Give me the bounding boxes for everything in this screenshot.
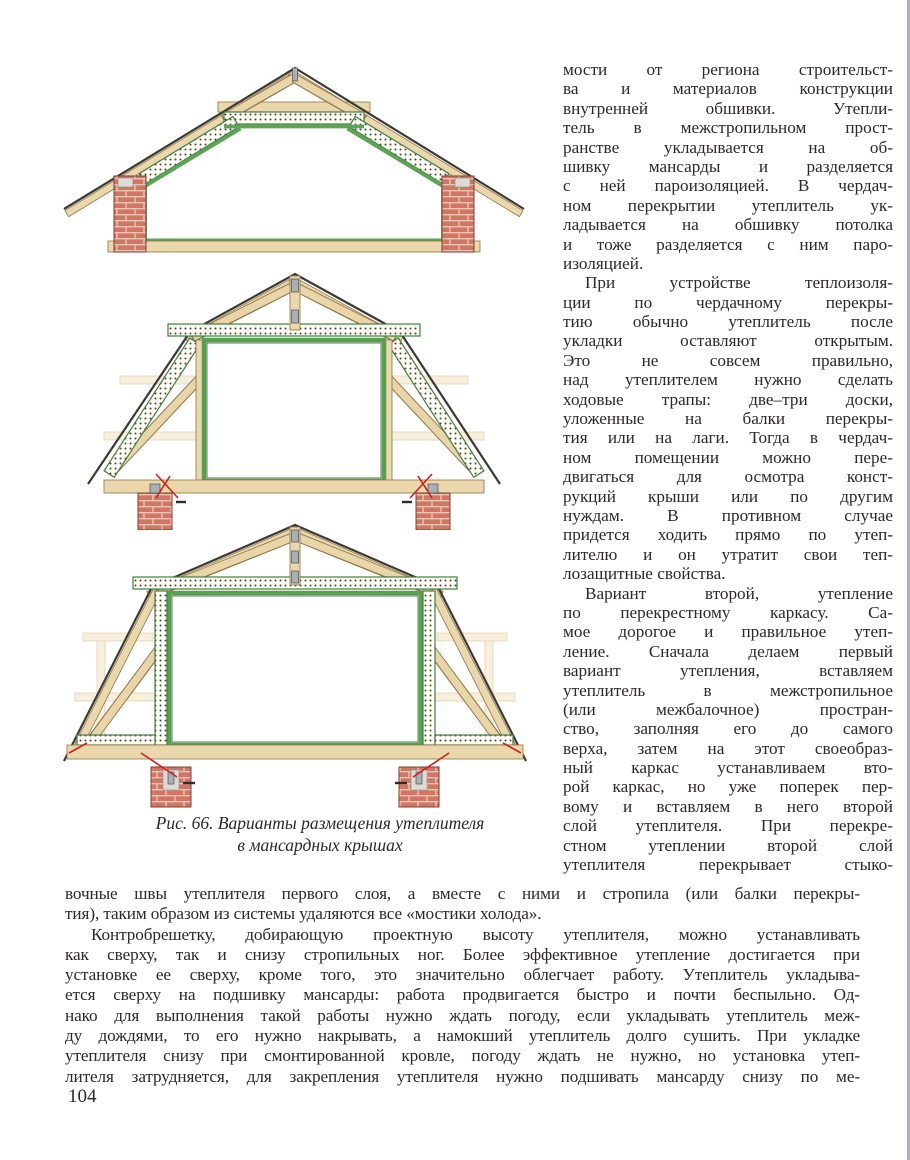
text-line: ладывается на обшивку потолка — [563, 215, 893, 235]
paragraph — [563, 584, 893, 875]
paragraph — [563, 60, 893, 273]
wall-plate-left — [118, 178, 133, 187]
text-line: ва и материалов конструкции — [563, 79, 893, 99]
insulation-wall-left — [155, 591, 167, 745]
paragraph — [563, 273, 893, 583]
text-line: утеплителя перекрывает стыко- — [563, 855, 893, 875]
text-line: над утеплителем нужно сделать — [563, 370, 893, 390]
king-post-connector-bottom — [292, 571, 299, 583]
text-line: мое дорогое и правильное утеп- — [563, 622, 893, 642]
text-line: ранстве укладывается на об- — [563, 137, 893, 157]
ridge-pin — [293, 68, 298, 81]
text-line: Это не совсем правильно, — [563, 350, 893, 370]
text-line: ции по чердачному перекры- — [563, 292, 893, 312]
text-line: рой каркас, но уже поперек пер- — [563, 777, 893, 797]
insulation-floor-right — [435, 735, 513, 745]
text-line: тию обычно утеплитель после — [563, 312, 893, 332]
purlin-left-upper — [83, 633, 153, 641]
text-line: верха, затем на этот своеобраз- — [563, 738, 893, 758]
diagram-mansard-roof — [58, 266, 530, 530]
text-line: двигаться для осмотра конст- — [563, 467, 893, 487]
brick-pier-left — [114, 176, 146, 252]
text-line: рукций крыши или по другим — [563, 486, 893, 506]
king-post-connector-top — [292, 530, 299, 542]
text-line: лителя затрудняется, для закрепления утеплителя нужно подшивать мансарду снизу по ме- — [65, 1066, 860, 1086]
text-line: лозащитные свойства. — [563, 564, 726, 584]
purlin-right-upper — [437, 633, 507, 641]
anchor-right — [428, 484, 438, 493]
text-line: внутренней обшивки. Утепли- — [563, 98, 893, 118]
text-line: ходовые трапы: две–три доски, — [563, 389, 893, 409]
text-line: с ней пароизоляцией. В чердач- — [563, 176, 893, 196]
text-line: как сверху, так и снизу стропильных ног. Более эффективное утепление достигается при — [65, 944, 860, 964]
brick-pier-right — [442, 176, 474, 252]
insulation-collar-strip — [224, 112, 364, 124]
diagram-gable-roof — [58, 52, 530, 264]
text-line: по перекрестному каркасу. Са- — [563, 602, 893, 622]
purlin-left-lower — [75, 693, 155, 701]
text-line: ном помещении можно пере- — [563, 447, 893, 467]
floor-beam — [108, 241, 480, 252]
page-number: 104 — [68, 1086, 97, 1107]
text-line: тель в межстропильном прост- — [563, 118, 893, 138]
diagram-wide-mansard-roof — [53, 513, 537, 810]
insulation-wall-right — [423, 591, 435, 745]
text-line: тия или на лаги. Тогда в чердач- — [563, 428, 893, 448]
text-line: утеплителя снизу при смонтированной кровле, погоду ждать не нужно, но установка утеп- — [65, 1046, 860, 1066]
insulation-slope-right — [388, 338, 484, 477]
text-line: вочные швы утеплителя первого слоя, а вместе с ними и стропила (или балки перекры- — [65, 884, 860, 903]
text-line: Контробрешетку, добирающую проектную высоту утеплителя, можно устанавливать — [91, 924, 860, 944]
king-post-connector-mid — [292, 551, 299, 563]
text-line: лителю и он утратит свои теп- — [563, 544, 893, 564]
text-line: уложенные на балки перекры- — [563, 409, 893, 429]
paragraph — [65, 925, 860, 1087]
text-line: вому и вставляем в него второй — [563, 796, 893, 816]
insulation-slope-left — [104, 338, 200, 477]
floor-beam — [67, 745, 523, 759]
insulation-floor-left — [77, 735, 155, 745]
paragraph — [65, 884, 860, 925]
figure-caption-line2: в мансардных крышах — [237, 835, 403, 855]
text-line: стном утеплении второй слой — [563, 835, 893, 855]
king-post-connector-bottom — [292, 310, 299, 323]
mansard-room — [204, 340, 384, 481]
text-line: При устройстве теплоизоля- — [585, 273, 893, 293]
king-post-connector-top — [292, 279, 299, 292]
text-line: и тоже разделяется с ним паро- — [563, 234, 893, 254]
text-line: ный каркас устанавливаем вто- — [563, 758, 893, 778]
text-line: Вариант второй, утепление — [585, 583, 893, 603]
text-line: утеплитель в межстропильное — [563, 680, 893, 700]
text-line: ство, заполняя его до самого — [563, 719, 893, 739]
anchor-left — [150, 484, 160, 493]
text-line: вариант утепления, вставляем — [563, 661, 893, 681]
text-line: ется сверху на подшивку мансарды: работа продвигается быстро и почти беспыльно. Од- — [65, 985, 860, 1005]
purlin-right-lower — [435, 693, 515, 701]
figure-caption-line1: Рис. 66. Варианты размещения утеплителя — [155, 813, 485, 833]
figure-caption — [95, 812, 545, 856]
text-line: ление. Сначала делаем первый — [563, 641, 893, 661]
bottom-text-block — [65, 884, 860, 1087]
text-line: укладки оставляют открытым. — [563, 331, 893, 351]
text-line: нуждам. В противном случае — [563, 505, 893, 525]
text-line: мости от региона строительст- — [563, 60, 893, 79]
wall-plate-right — [455, 178, 470, 187]
mansard-room — [169, 593, 421, 745]
text-line: нако для выполнения такой работы нужно ждать погоду, если укладывать утеплитель меж- — [65, 1005, 860, 1025]
text-line: тия), таким образом из системы удаляются все «мостики холода». — [65, 904, 542, 924]
text-line: изоляцией. — [563, 253, 644, 273]
text-line: придется ходить прямо по утеп- — [563, 525, 893, 545]
right-text-column — [563, 60, 893, 874]
text-line: ду дождями, то его нужно накрывать, а намокший утеплитель долго сушить. При укладке — [65, 1026, 860, 1046]
text-line: шивку мансарды и разделяется — [563, 156, 893, 176]
text-line: слой утеплителя. При перекре- — [563, 816, 893, 836]
text-line: установке ее сверху, кроме того, это значительно облегчает работу. Утеплитель укладыва- — [65, 965, 860, 985]
text-line: ном перекрытии утеплитель ук- — [563, 195, 893, 215]
text-line: (или межбалочное) простран- — [563, 699, 893, 719]
